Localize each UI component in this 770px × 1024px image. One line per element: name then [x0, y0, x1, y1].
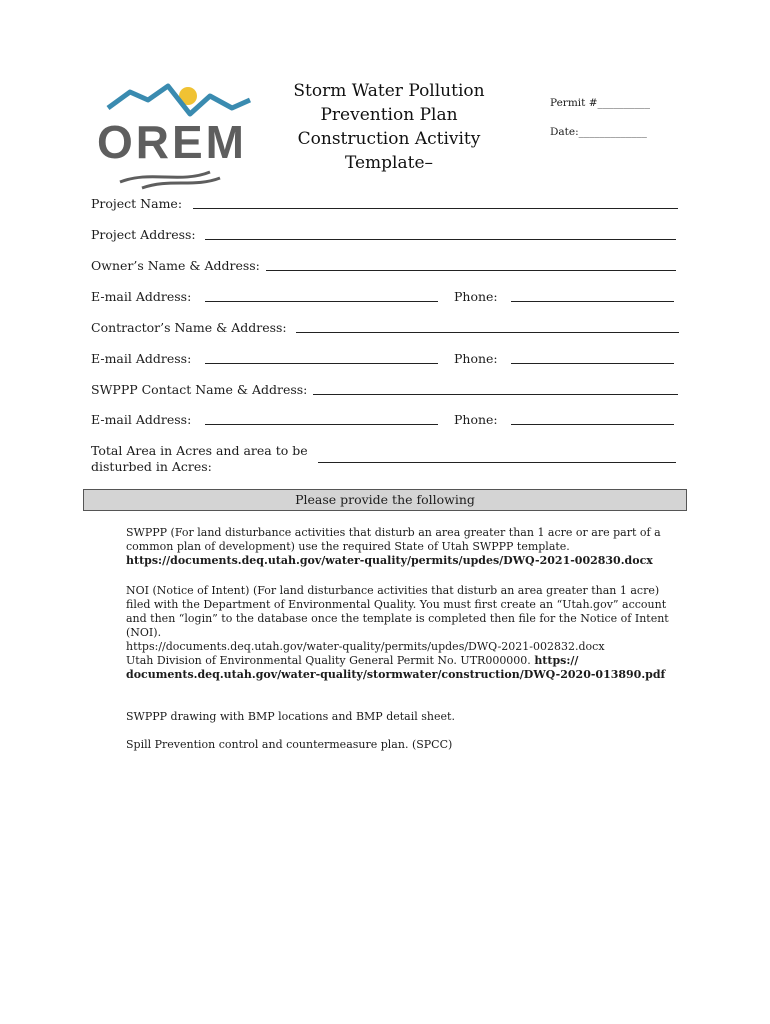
- orem-logo-graphic: [90, 78, 268, 190]
- project-address-field[interactable]: [205, 239, 676, 240]
- contractor-email-label: E-mail Address:: [91, 351, 192, 366]
- owner-email-field[interactable]: [205, 301, 438, 302]
- total-area-label-line-1: Total Area in Acres and area to be: [91, 443, 308, 458]
- swppp-email-field[interactable]: [205, 424, 438, 425]
- project-name-field[interactable]: [193, 208, 678, 209]
- swppp-email-label: E-mail Address:: [91, 412, 192, 427]
- river-icon-lower: [142, 178, 220, 188]
- title-line-2: Prevention Plan: [320, 105, 458, 125]
- contractor-label: Contractor’s Name & Address:: [91, 320, 287, 335]
- owner-label: Owner’s Name & Address:: [91, 258, 260, 273]
- list-item-noi: [126, 584, 671, 654]
- date-field[interactable]: Date:_____________: [550, 126, 647, 138]
- list-item-general-permit: [126, 654, 671, 682]
- title-line-3: Construction Activity: [297, 129, 481, 149]
- title-line-1: Storm Water Pollution: [293, 81, 485, 101]
- orem-logo: [90, 78, 268, 190]
- owner-field[interactable]: [266, 270, 676, 271]
- swppp-contact-field[interactable]: [313, 394, 678, 395]
- owner-phone-label: Phone:: [454, 289, 498, 304]
- total-area-label-line-2: disturbed in Acres:: [91, 459, 212, 474]
- list-item-drawing: SWPPP drawing with BMP locations and BMP detail sheet.: [126, 710, 455, 723]
- noi-template-link[interactable]: https://documents.deq.utah.gov/water-quality/permits/updes/DWQ-2021-002832.docx: [126, 640, 605, 653]
- noi-description: NOI (Notice of Intent) (For land disturbance activities that disturb an area greater than 1 acre) filed with the Department of Environmental Quality. You must first create an “Utah.gov” account and then “login” to the database once the template is completed then file for the Notice of Intent (NOI).: [126, 584, 669, 639]
- swppp-description: SWPPP (For land disturbance activities that disturb an area greater than 1 acre or are part of a common plan of development) use the required State of Utah SWPPP template.: [126, 526, 661, 553]
- project-name-label: Project Name:: [91, 196, 183, 211]
- contractor-email-field[interactable]: [205, 363, 438, 364]
- project-address-label: Project Address:: [91, 227, 196, 242]
- owner-phone-field[interactable]: [511, 301, 674, 302]
- logo-wordmark: OREM: [97, 116, 247, 168]
- swppp-template-link[interactable]: https://documents.deq.utah.gov/water-quality/permits/updes/DWQ-2021-002830.docx: [126, 554, 653, 567]
- permit-number-field[interactable]: Permit #__________: [550, 97, 650, 109]
- contractor-field[interactable]: [296, 332, 679, 333]
- mountain-icon: [108, 86, 250, 114]
- title-line-4: Template–: [344, 153, 434, 173]
- swppp-phone-field[interactable]: [511, 424, 674, 425]
- contractor-phone-field[interactable]: [511, 363, 674, 364]
- section-heading: Please provide the following: [83, 489, 687, 511]
- general-permit-description: Utah Division of Environmental Quality General Permit No. UTR000000.: [126, 654, 531, 667]
- document-title: [278, 79, 500, 175]
- general-permit-link-start[interactable]: https://: [534, 654, 579, 667]
- general-permit-link[interactable]: documents.deq.utah.gov/water-quality/stormwater/construction/DWQ-2020-013890.pdf: [126, 668, 666, 681]
- swppp-contact-label: SWPPP Contact Name & Address:: [91, 382, 308, 397]
- contractor-phone-label: Phone:: [454, 351, 498, 366]
- list-item-swppp: [126, 526, 671, 568]
- list-item-spcc: Spill Prevention control and countermeasure plan. (SPCC): [126, 738, 453, 751]
- total-area-field[interactable]: [318, 462, 676, 463]
- owner-email-label: E-mail Address:: [91, 289, 192, 304]
- swppp-phone-label: Phone:: [454, 412, 498, 427]
- river-icon: [120, 172, 210, 182]
